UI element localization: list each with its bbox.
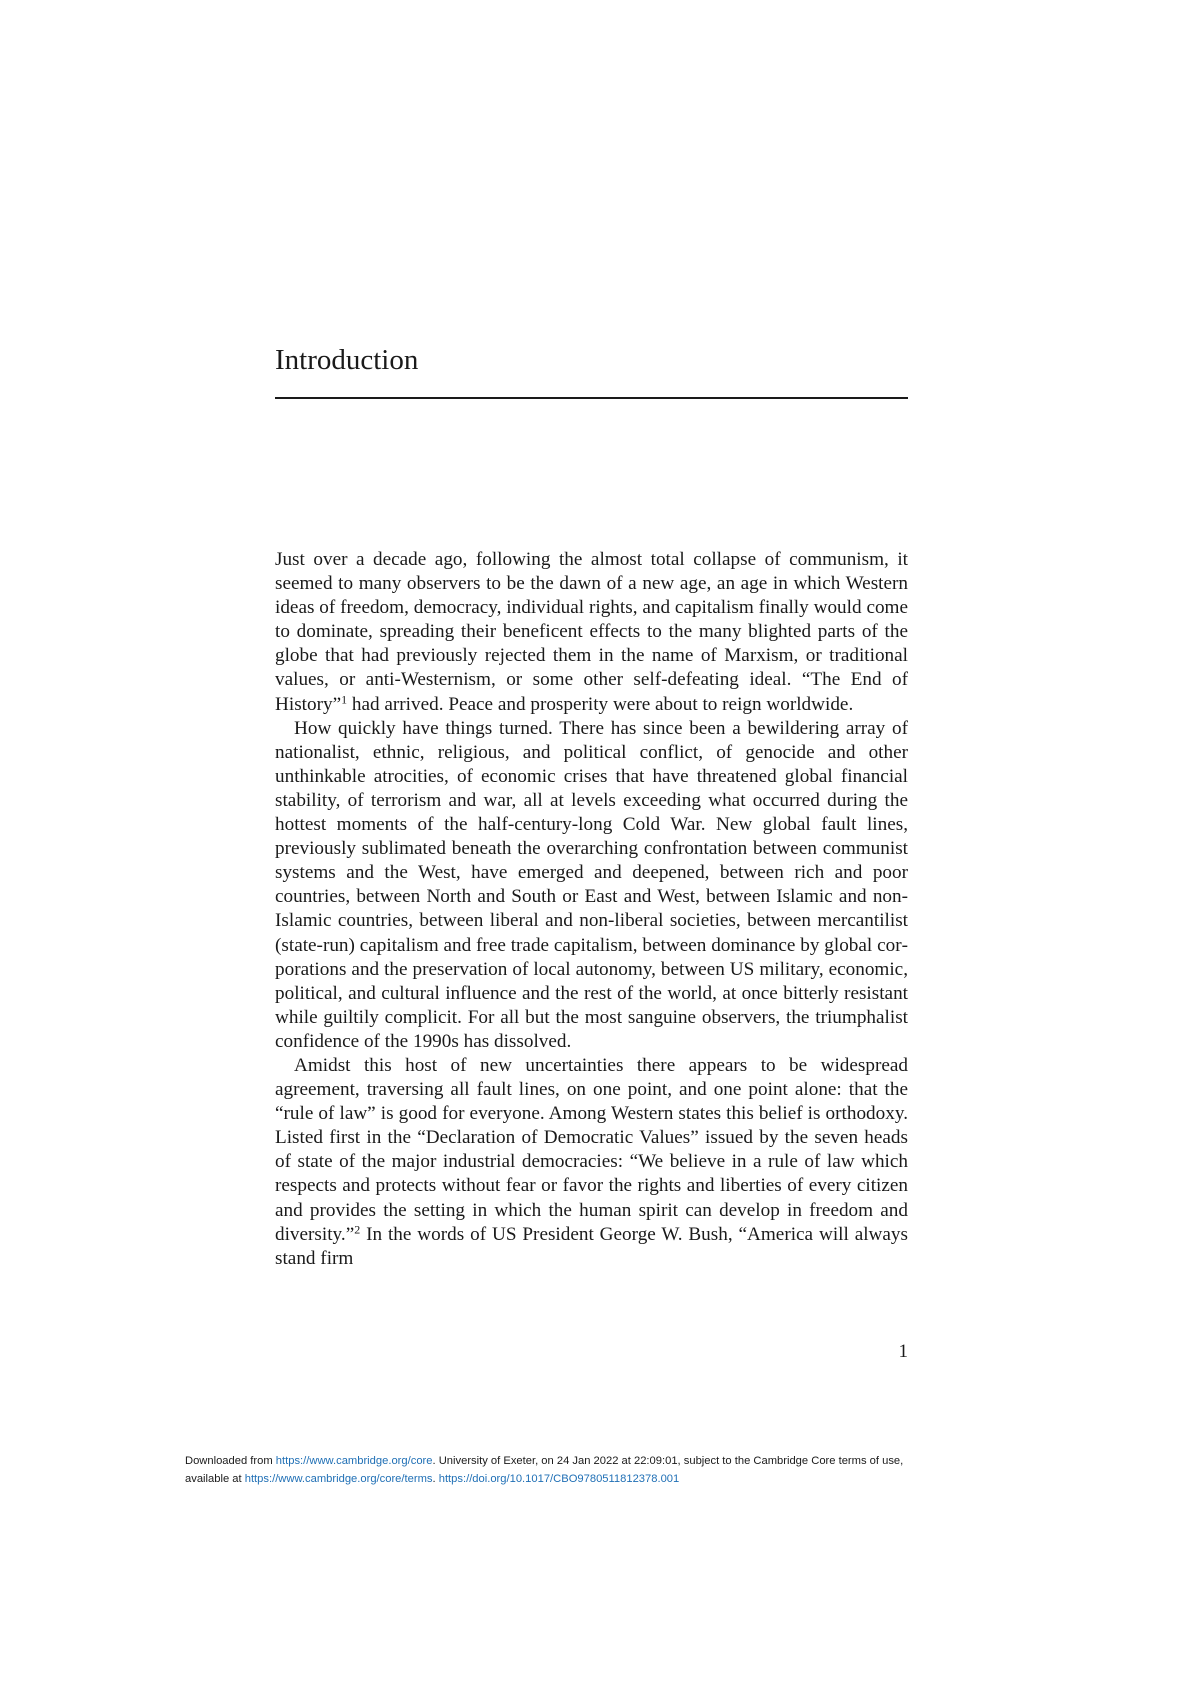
paragraph-3: [275, 1054, 908, 1271]
paragraph-2: How quickly have things turned. There has since been a bewildering array of nationalist, ethnic, religious, and political conflict, of genocide and other unthinkable atrocities, of economic crises that have threatened global financial stability, of terrorism and war, all at levels exceeding what occurred during the hottest moments of the half-century-long Cold War. New global fault lines, previously sublimated beneath the overarching confrontation between communist systems and the West, have emerged and deepened, between rich and poor countries, between North and South or East and West, between Islamic and non-Islamic countries, between liberal and non-liberal societies, between mercantilist (state-run) capitalism and free trade capitalism, between dominance by global corporations and the preservation of local autonomy, between US military, economic, political, and cultural influence and the rest of the world, at once bitterly resistant while guiltily complicit. For all but the most sanguine observers, the triumphalist confidence of the 1990s has dissolved.: [275, 717, 908, 1052]
doi-link[interactable]: https://doi.org/10.1017/CBO9780511812378.001: [438, 1473, 680, 1485]
footer-line-2: [185, 1470, 1085, 1488]
paragraph-1-text-a: Just over a decade ago, following the almost total collapse of communism, it seemed to many observers to be the dawn of a new age, an age in which Western ideas of freedom, democracy, individual rights, and capitalism finally would come to dominate, spreading their beneficent effects to the many blighted parts of the globe that had previously rejected them in the name of Marxism, or traditional values, or anti-Westernism, or some other self-defeating ideal. “The End of History”: [275, 549, 908, 715]
footnote-ref-2[interactable]: 2: [354, 1222, 361, 1237]
footer-prefix: Downloaded from: [185, 1455, 276, 1467]
paragraph-3-text-b: In the words of US President George W. Bush, “America will always stand firm: [275, 1223, 908, 1269]
paragraph-3-text-a: Amidst this host of new uncertainties there appears to be widespread agreement, traversing all fault lines, on one point, and one point alone: that the “rule of law” is good for everyone. Among Western states this belief is orthodoxy. Listed first in the “Declaration of Democratic Values” issued by the seven heads of state of the major industrial democracies: “We believe in a rule of law which respects and protects without fear or favor the rights and liberties of every citizen and provides the setting in which the human spirit can develop in freedom and diversity.”: [275, 1054, 908, 1245]
paragraph-1: [275, 548, 908, 717]
footer-access-info: . University of Exeter, on 24 Jan 2022 at 22:09:01, subject to the Cambridge Core terms of use,: [432, 1455, 904, 1467]
footer-line-1: [185, 1452, 1085, 1470]
paragraph-1-text-b: had arrived. Peace and prosperity were about to reign worldwide.: [347, 693, 854, 715]
footer-available-at: available at: [185, 1473, 245, 1485]
page-number: 1: [898, 1341, 908, 1362]
terms-link[interactable]: https://www.cambridge.org/core/terms: [244, 1473, 433, 1485]
title-rule: [275, 397, 908, 399]
cambridge-core-link[interactable]: https://www.cambridge.org/core: [275, 1455, 433, 1467]
footnote-ref-1[interactable]: 1: [341, 691, 348, 706]
download-footer: [185, 1452, 1085, 1488]
footer-separator: .: [432, 1473, 439, 1485]
chapter-title: Introduction: [275, 344, 419, 376]
body-text: [275, 548, 908, 1271]
